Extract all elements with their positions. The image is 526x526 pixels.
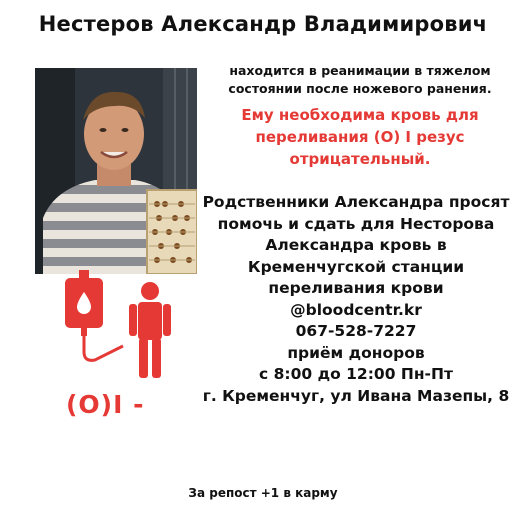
info-line: Родственники Александра просят bbox=[202, 193, 510, 211]
need-line: отрицательный. bbox=[289, 150, 431, 168]
need-line: переливания (О) I резус bbox=[255, 128, 465, 146]
repost-note: За репост +1 в карму bbox=[188, 486, 338, 500]
blood-type-label: (O)I - bbox=[66, 390, 145, 419]
portrait-photo bbox=[35, 68, 197, 274]
status-line: находится в реанимации в тяжелом bbox=[229, 63, 491, 78]
portrait-illustration bbox=[35, 68, 197, 274]
working-hours: с 8:00 до 12:00 Пн-Пт bbox=[259, 365, 453, 383]
info-line: Кременчугской станции bbox=[247, 257, 465, 276]
donation-info bbox=[196, 192, 516, 407]
social-handle: @bloodcentr.kr bbox=[290, 300, 422, 319]
info-line: приём доноров bbox=[287, 343, 425, 362]
page-title: Нестеров Александр Владимирович bbox=[38, 12, 488, 36]
info-line: переливания крови bbox=[268, 279, 444, 297]
transfusion-illustration bbox=[55, 270, 175, 380]
info-line: помочь и сдать для Несторова bbox=[217, 214, 495, 233]
phone-number: 067-528-7227 bbox=[295, 322, 417, 340]
info-line: Александра кровь в bbox=[265, 236, 447, 254]
status-line: состоянии после ножевого ранения. bbox=[228, 81, 492, 96]
need-line: Ему необходима кровь для bbox=[241, 106, 479, 124]
blood-need-text bbox=[210, 104, 510, 170]
address: г. Кременчуг, ул Ивана Мазепы, 8 bbox=[202, 386, 510, 405]
status-text bbox=[210, 62, 510, 98]
person-icon bbox=[125, 282, 175, 382]
